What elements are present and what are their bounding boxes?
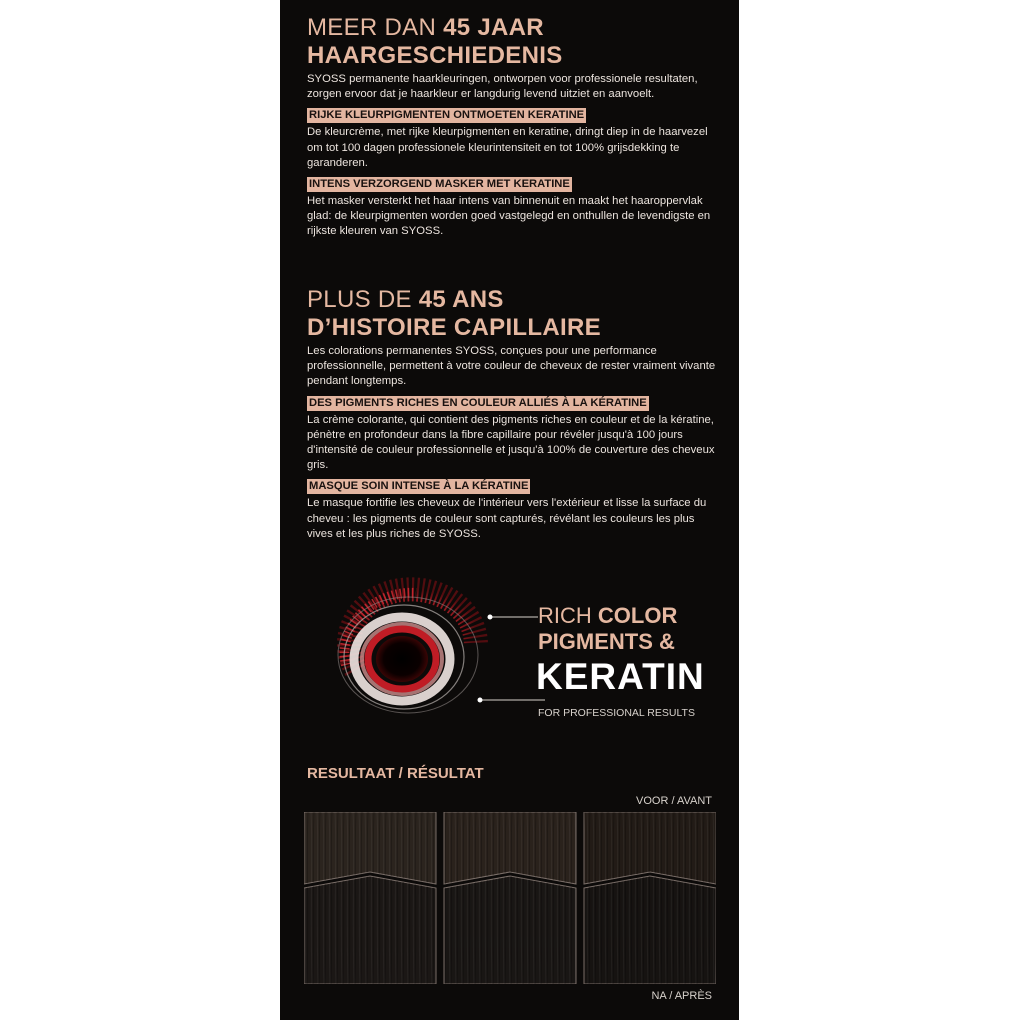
keratin-line2: PIGMENTS & [538,629,675,654]
after-swatch-texture [304,876,436,984]
after-swatch-texture [584,876,716,984]
nl-mask-text: Het masker versterkt het haar intens van binnenuit en maakt het haaroppervlak glad: de kleurpigmenten worden goed vastgelegd en onthullen de levendigste en rijkste kleuren van SYOSS. [307,195,711,238]
keratin-subtitle: FOR PROFESSIONAL RESULTS [538,707,695,719]
fr-intro-text: Les colorations permanentes SYOSS, conçues pour une performance professionnelle, permettent à votre couleur de cheveux de rester vraiment vivante pendant longtemps. [307,345,716,388]
nl-pigments-text: De kleurcrème, met rijke kleurpigmenten en keratine, dringt diep in de haarvezel om tot 100 dagen professionele kleurintensiteit en tot 100% grijsdekking te garanderen. [307,126,708,169]
keratin-line1-bold: COLOR [597,603,678,628]
fr-heading-bold2: D’HISTOIRE CAPILLAIRE [307,314,601,341]
keratin-big-title: KERATIN [536,656,705,697]
keratin-line1-light: RICH [538,603,598,628]
keratin-claim [538,603,677,655]
fr-subheading-mask: MASQUE SOIN INTENSE À LA KÉRATINE [309,480,529,493]
fr-heading [307,286,721,342]
after-swatches [304,876,716,984]
before-swatch-texture [444,812,576,884]
fr-pigments-text: La crème colorante, qui contient des pigments riches en couleur et de la kératine, pénètre en profondeur dans la fibre capillaire pour révéler jusqu'à 100 jours d'intensité de couleur professionnelle et jusqu'à 100% de couverture des cheveux gris. [307,413,715,472]
before-swatch-texture [584,812,716,884]
after-label: NA / APRÈS [651,990,712,1002]
before-swatch-texture [304,812,436,884]
before-swatches [304,812,716,884]
fr-section [307,286,721,542]
after-swatch-texture [444,876,576,984]
before-label: VOOR / AVANT [636,795,712,807]
fr-heading-bold1: 45 ANS [418,286,504,313]
nl-subheading-pigments: RIJKE KLEURPIGMENTEN ONTMOETEN KERATINE [309,109,585,122]
nl-intro-text: SYOSS permanente haarkleuringen, ontworpen voor professionele resultaten, zorgen ervoor dat je haarkleur er langdurig levend uitziet en aanvoelt. [307,73,698,101]
nl-section [307,14,721,240]
nl-subheading-mask: INTENS VERZORGEND MASKER MET KERATINE [309,178,570,191]
product-info-panel [280,0,739,1020]
nl-heading [307,14,721,70]
fr-subheading-pigments: DES PIGMENTS RICHES EN COULEUR ALLIÉS À LA KÉRATINE [309,396,647,409]
hair-swatch-grid [304,812,716,984]
nl-heading-bold1: 45 JAAR [443,14,544,41]
fr-mask-text: Le masque fortifie les cheveux de l'intérieur vers l'extérieur et lisse la surface du cheveu : les pigments de couleur sont capturés, révélant les couleurs les plus vives et les plus riches de SYOSS. [307,497,707,540]
result-title: RESULTAAT / RÉSULTAT [307,765,484,782]
nl-heading-bold2: HAARGESCHIEDENIS [307,42,563,69]
pointer-line-icon [430,600,550,710]
fr-heading-light: PLUS DE [307,286,419,313]
nl-heading-light: MEER DAN [307,14,444,41]
